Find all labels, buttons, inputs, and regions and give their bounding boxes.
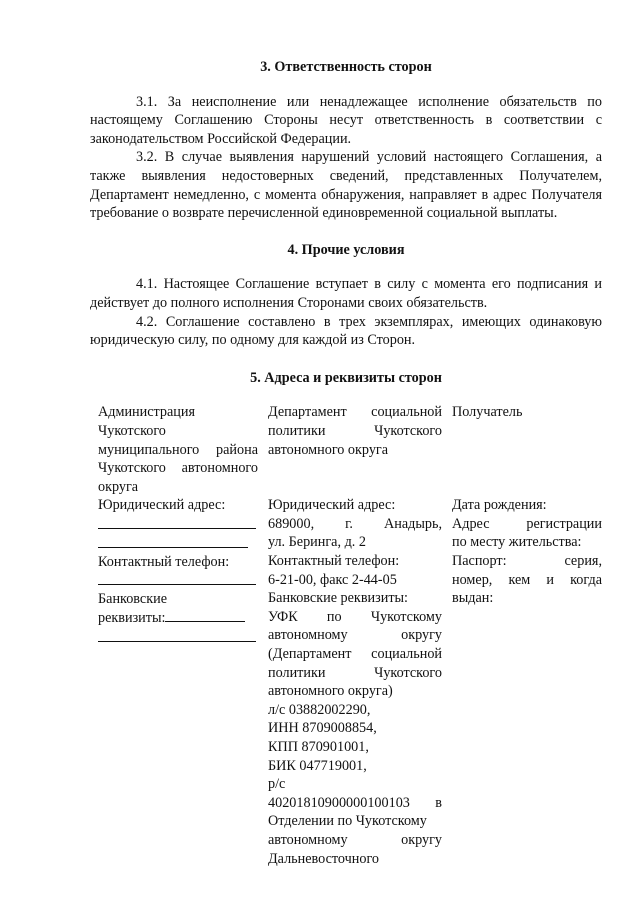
recipient-birth-label: Дата рождения: [452,497,547,514]
recipient-reg-line: Адрес регистрации [452,515,602,532]
document-content [90,58,602,868]
dept-address-line: 689000, г. Анадырь, [268,515,442,532]
section-3-paragraph-2: 3.2. В случае выявления нарушений условий настоящего Соглашения, а также выявления недостоверных сведений, представленных Получателем, Департамент немедленно, с момента обнаружения, направляет в адрес Получателя требование о возврате перечисленной единовременной социальной выплаты. [90,149,602,222]
dept-name-line: Департамент социальной [268,404,442,421]
admin-legal-address-blank [98,534,248,548]
requisites-column-recipient [442,403,602,868]
dept-bank-line: БИК 047719001, [268,757,367,774]
dept-bank-line: УФК по Чукотскому [268,608,442,625]
dept-name-line: политики Чукотского [268,422,442,439]
recipient-spacer [452,441,602,460]
admin-bank-label-line-2 [98,609,258,628]
recipient-spacer [452,478,602,497]
dept-legal-address-label: Юридический адрес: [268,497,396,514]
requisites-column-administration [90,403,258,868]
dept-name-line: автономного округа [268,441,389,458]
dept-spacer [268,478,442,497]
admin-name-line: Администрация [98,404,195,421]
admin-name-line: муниципального района [98,441,258,458]
recipient-passport-line: выдан: [452,590,494,607]
admin-bank-label-text: реквизиты: [98,610,166,627]
section-4-title: 4. Прочие условия [287,241,405,258]
section-4-paragraph-1: 4.1. Настоящее Соглашение вступает в силу с момента его подписания и действует до полного исполнения Сторонами своих обязательств. [90,276,602,311]
section-5-title: 5. Адреса и реквизиты сторон [250,369,442,386]
admin-legal-address-label: Юридический адрес: [98,497,226,514]
recipient-passport-line: номер, кем и когда [452,571,602,588]
dept-bank-line: (Департамент социальной [268,646,442,663]
dept-bank-line: Дальневосточного [268,850,380,867]
dept-bank-line: КПП 870901001, [268,739,369,755]
admin-name-line: Чукотского автономного [98,460,258,477]
dept-bank-line: ИНН 8709008854, [268,720,377,737]
admin-bank-blank [98,628,256,642]
admin-phone-label: Контактный телефон: [98,553,230,570]
dept-bank-line: Отделении по Чукотскому [268,813,427,830]
admin-name-line: округа [98,478,139,495]
dept-bank-line: автономному округу [268,831,442,848]
requisites-table [90,403,602,868]
recipient-passport-line: Паспорт: серия, [452,553,602,570]
dept-spacer [268,459,442,478]
recipient-spacer [452,422,602,441]
section-3-paragraph-1: 3.1. За неисполнение или ненадлежащее исполнение обязательств по настоящему Соглашению Стороны несут ответственность в соответствии с законодательством Российской Федерации. [90,93,602,147]
dept-bank-line: р/с [268,776,286,793]
dept-bank-line: 40201810900000100103 в [268,794,442,811]
dept-bank-line: л/с 03882002290, [268,701,371,718]
dept-bank-line: автономному округу [268,627,442,644]
dept-phone-value: 6-21-00, факс 2-44-05 [268,571,397,588]
section-3-title: 3. Ответственность сторон [260,59,432,75]
requisites-column-department [258,403,442,868]
admin-bank-blank [165,609,245,622]
admin-legal-address-blank [98,515,256,529]
admin-phone-blank [98,571,256,585]
admin-name-line: Чукотского [98,422,166,439]
dept-phone-label: Контактный телефон: [268,553,400,570]
recipient-name: Получатель [452,404,523,421]
dept-address-line: ул. Беринга, д. 2 [268,534,366,551]
dept-bank-line: автономного округа) [268,683,393,700]
section-4-paragraph-2: 4.2. Соглашение составлено в трех экземплярах, имеющих одинаковую юридическую силу, по одному для каждой из Сторон. [90,313,602,349]
dept-bank-label: Банковские реквизиты: [268,590,408,607]
dept-bank-line: политики Чукотского [268,664,442,681]
recipient-spacer [452,459,602,478]
recipient-reg-line: по месту жительства: [452,534,582,551]
admin-bank-label: Банковские [98,591,167,608]
